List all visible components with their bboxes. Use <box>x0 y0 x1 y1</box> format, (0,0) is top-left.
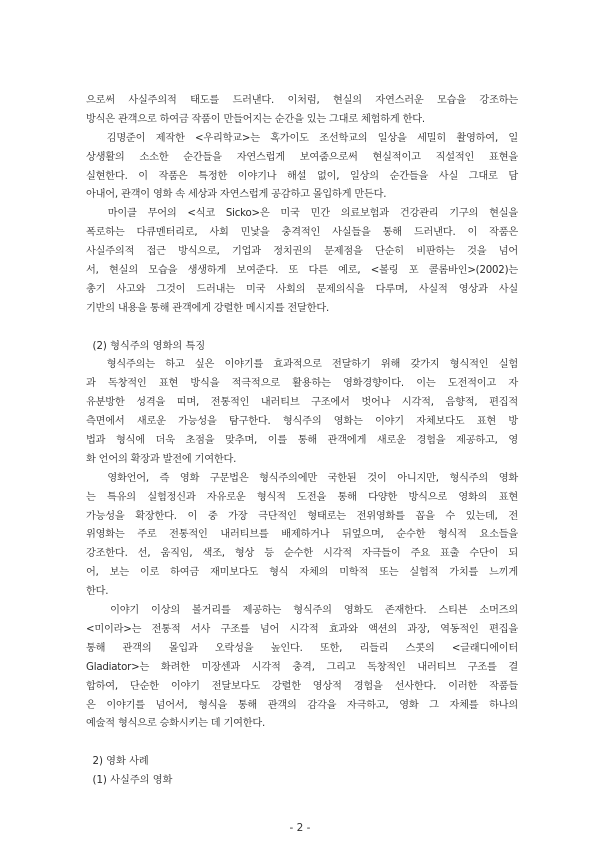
text-line: 이야기 이상의 볼거리를 제공하는 형식주의 영화도 존재한다. 스티븐 소머즈의 <box>86 605 518 617</box>
spacer <box>86 319 518 338</box>
text-line: 방식은 관객으로 하여금 작품이 만들어지는 순간을 있는 그대로 체험하게 한다. <box>86 113 425 125</box>
text-line: 아내어, 관객이 영화 속 세상과 자연스럽게 공감하고 몰입하게 만든다. <box>86 189 387 201</box>
text-line: 화 언어의 확장과 발전에 기여한다. <box>86 453 237 465</box>
text-line: 실현한다. 이 작품은 특정한 이야기나 해설 없이, 일상의 순간들을 사실 그대로 담 <box>86 170 518 182</box>
paragraph-2 <box>86 130 518 206</box>
text-line: 으로써 사실주의적 태도를 드러낸다. 이처럼, 현실의 자연스러운 모습을 강조하는 <box>86 95 518 106</box>
text-line: 한다. <box>86 586 109 598</box>
text-line: 측면에서 새로운 가능성을 탐구한다. 형식주의 영화는 이야기 자체보다도 표현 방 <box>86 416 518 428</box>
text-line: 김명준이 제작한 <우리학교>는 혹가이도 조선학교의 일상을 세밀히 촬영하여, 일 <box>86 132 518 144</box>
section-heading-realism: (1) 사실주의 영화 <box>86 775 173 787</box>
text-line: 폭로하는 다큐멘터리로, 사회 민낯을 충격적인 사실들을 통해 드러낸다. 이 작품은 <box>86 227 518 239</box>
text-line: 는 특유의 실험정신과 자유로운 형식적 도전을 통해 다양한 방식으로 영화의 표현 <box>86 491 518 503</box>
text-line: 위영화는 주로 전통적인 내러티브를 배제하거나 뒤엎으며, 순수한 형식적 요소들을 <box>86 529 518 541</box>
paragraph-4 <box>86 356 518 469</box>
spacer <box>86 734 518 753</box>
paragraph-1 <box>86 92 518 130</box>
text-line: 사실주의적 접근 방식으로, 기업과 정치권의 문제점을 단순히 비판하는 것을 넘어 <box>86 246 518 258</box>
text-line: 서, 현실의 모습을 생생하게 보여준다. 또 다른 예로, <볼링 포 콜롬바인>(2002)는 <box>86 265 518 277</box>
text-line: 마이클 무어의 <식코 Sicko>은 미국 민간 의료보험과 건강관리 기구의 현실을 <box>86 208 518 220</box>
text-line: 상생활의 소소한 순간들을 자연스럽게 보여줌으로써 현실적이고 직설적인 표현을 <box>86 151 518 163</box>
text-line: 은 이야기를 넘어서, 형식을 통해 관객의 감각을 자극하고, 영화 그 자체를 하나의 <box>86 699 518 711</box>
section-heading-formalism: (2) 형식주의 영화의 특징 <box>86 340 206 352</box>
text-line: 과 독창적인 표현 방식을 적극적으로 활용하는 영화경향이다. 이는 도전적이고 자 <box>86 378 518 390</box>
text-line: 총기 사고와 그것이 드러내는 미국 사회의 문제의식을 다루며, 사실적 영상과 사실 <box>86 283 518 295</box>
document-body <box>86 92 518 791</box>
text-line: 법과 형식에 더욱 초점을 맞추며, 이를 통해 관객에게 새로운 경험을 제공하고, 영 <box>86 435 518 447</box>
text-line: Gladiator>는 화려한 미장센과 시각적 충격, 그리고 독창적인 내러티브 구조를 결 <box>86 661 518 673</box>
text-line: 예술적 형식으로 승화시키는 데 기여한다. <box>86 718 266 730</box>
text-line: 어, 보는 이로 하여금 재미보다도 형식 자체의 미학적 또는 실험적 가치를 느끼게 <box>86 567 518 579</box>
text-line: 통해 관객의 몰입과 오락성을 높인다. 또한, 리들리 스콧의 <글래디에이터 <box>86 642 518 654</box>
text-line: 가능성을 확장한다. 이 중 가장 극단적인 형태로는 전위영화를 꼽을 수 있는데, 전 <box>86 510 518 522</box>
text-line: 합하여, 단순한 이야기 전달보다도 강렬한 영상적 경험을 선사한다. 이러한 작품들 <box>86 680 518 692</box>
section-heading-cases: 2) 영화 사례 <box>86 756 149 768</box>
text-line: 영화언어, 즉 영화 구문법은 형식주의에만 국한된 것이 아니지만, 형식주의 영화 <box>86 472 518 484</box>
paragraph-3 <box>86 205 518 318</box>
text-line: 강조한다. 선, 움직임, 색조, 형상 등 순수한 시각적 자극들이 주요 표출 수단이 되 <box>86 548 518 560</box>
text-line: <미이라>는 전통적 서사 구조를 넘어 시각적 효과와 액션의 과장, 역동적인 편집을 <box>86 623 518 635</box>
page-number: - 2 - <box>289 822 311 834</box>
text-line: 형식주의는 하고 싶은 이야기를 효과적으로 전달하기 위해 갖가지 형식적인 실험 <box>86 359 518 371</box>
paragraph-6 <box>86 602 518 734</box>
text-line: 기반의 내용을 통해 관객에게 강렬한 메시지를 전달한다. <box>86 302 330 314</box>
paragraph-5 <box>86 470 518 602</box>
text-line: 유분방한 성격을 띠며, 전통적인 내러티브 구조에서 벗어나 시각적, 음향적, 편집적 <box>86 397 518 409</box>
